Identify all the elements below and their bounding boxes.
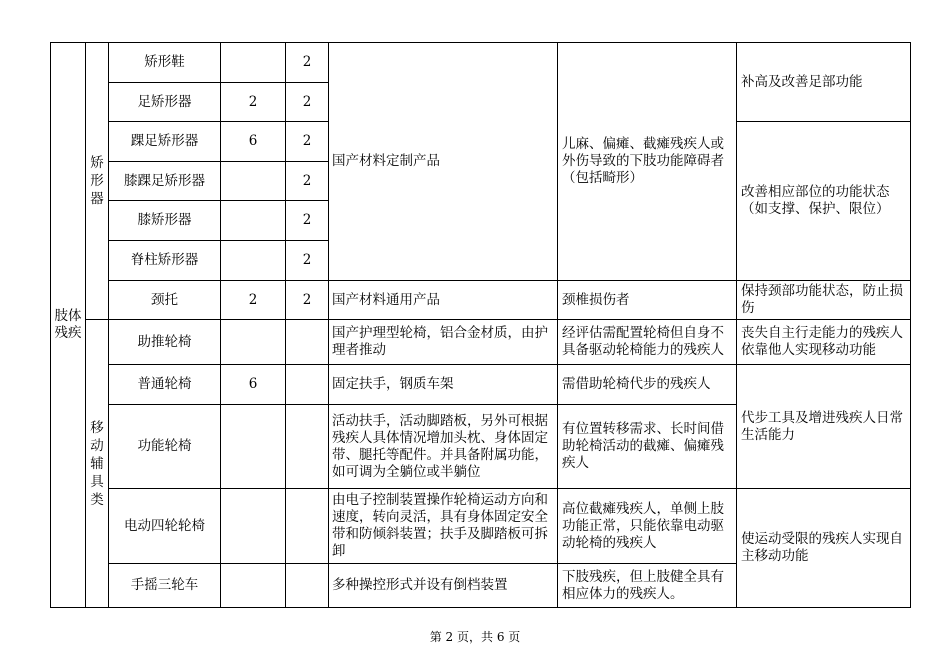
value-cell-1 bbox=[221, 162, 286, 201]
value-cell-2 bbox=[286, 365, 329, 405]
item-name: 助推轮椅 bbox=[109, 320, 221, 365]
description-cell: 固定扶手，钢质车架 bbox=[329, 365, 558, 405]
subcategory-cell-orthoses: 矫形器 bbox=[86, 43, 109, 320]
subcategory-cell-mobility-aids: 移动辅具类 bbox=[86, 320, 109, 608]
page-number: 第 2 页，共 6 页 bbox=[429, 630, 521, 644]
value-cell-1: 2 bbox=[221, 83, 286, 122]
value-cell-1 bbox=[221, 564, 286, 608]
item-name: 电动四轮轮椅 bbox=[109, 489, 221, 564]
value-cell-2: 2 bbox=[286, 241, 329, 281]
item-name: 膝踝足矫形器 bbox=[109, 162, 221, 201]
applicable-users-cell: 经评估需配置轮椅但自身不具备驱动轮椅能力的残疾人 bbox=[558, 320, 737, 365]
applicable-users-cell: 儿麻、偏瘫、截瘫残疾人或外伤导致的下肢功能障碍者（包括畸形） bbox=[558, 43, 737, 281]
table-row bbox=[51, 43, 911, 83]
item-name: 膝矫形器 bbox=[109, 201, 221, 241]
applicable-users-cell: 有位置转移需求、长时间借助轮椅活动的截瘫、偏瘫残疾人 bbox=[558, 405, 737, 489]
function-cell: 保持颈部功能状态，防止损伤 bbox=[737, 281, 911, 320]
table-row bbox=[51, 281, 911, 320]
value-cell-2: 2 bbox=[286, 83, 329, 122]
item-name: 颈托 bbox=[109, 281, 221, 320]
value-cell-2: 2 bbox=[286, 122, 329, 162]
table-row bbox=[51, 489, 911, 564]
value-cell-1 bbox=[221, 201, 286, 241]
description-cell: 多种操控形式并设有倒档装置 bbox=[329, 564, 558, 608]
applicable-users-cell: 需借助轮椅代步的残疾人 bbox=[558, 365, 737, 405]
function-cell: 补高及改善足部功能 bbox=[737, 43, 911, 122]
value-cell-1 bbox=[221, 241, 286, 281]
function-cell: 改善相应部位的功能状态（如支撑、保护、限位） bbox=[737, 122, 911, 281]
value-cell-1 bbox=[221, 43, 286, 83]
value-cell-2: 2 bbox=[286, 281, 329, 320]
value-cell-1 bbox=[221, 405, 286, 489]
value-cell-1: 6 bbox=[221, 122, 286, 162]
description-cell: 活动扶手，活动脚踏板，另外可根据残疾人具体情况增加头枕、身体固定带、腿托等配件。并具备附属功能，如可调为全躺位或半躺位 bbox=[329, 405, 558, 489]
item-name: 手摇三轮车 bbox=[109, 564, 221, 608]
value-cell-2 bbox=[286, 405, 329, 489]
description-cell: 国产护理型轮椅，铝合金材质，由护理者推动 bbox=[329, 320, 558, 365]
value-cell-1: 6 bbox=[221, 365, 286, 405]
function-cell: 使运动受限的残疾人实现自主移动功能 bbox=[737, 489, 911, 608]
value-cell-1 bbox=[221, 489, 286, 564]
category-cell: 肢体残疾 bbox=[51, 43, 86, 608]
description-cell: 国产材料定制产品 bbox=[329, 43, 558, 281]
value-cell-2: 2 bbox=[286, 201, 329, 241]
item-name: 普通轮椅 bbox=[109, 365, 221, 405]
assistive-device-table bbox=[50, 42, 911, 608]
item-name: 功能轮椅 bbox=[109, 405, 221, 489]
value-cell-2 bbox=[286, 320, 329, 365]
item-name: 矫形鞋 bbox=[109, 43, 221, 83]
value-cell-2: 2 bbox=[286, 162, 329, 201]
item-name: 脊柱矫形器 bbox=[109, 241, 221, 281]
applicable-users-cell: 颈椎损伤者 bbox=[558, 281, 737, 320]
value-cell-2 bbox=[286, 489, 329, 564]
item-name: 踝足矫形器 bbox=[109, 122, 221, 162]
description-cell: 由电子控制装置操作轮椅运动方向和速度，转向灵活，具有身体固定安全带和防倾斜装置；扶手及脚踏板可拆卸 bbox=[329, 489, 558, 564]
value-cell-2: 2 bbox=[286, 43, 329, 83]
value-cell-1: 2 bbox=[221, 281, 286, 320]
function-cell: 丧失自主行走能力的残疾人依靠他人实现移动功能 bbox=[737, 320, 911, 365]
table-row bbox=[51, 365, 911, 405]
item-name: 足矫形器 bbox=[109, 83, 221, 122]
function-cell: 代步工具及增进残疾人日常生活能力 bbox=[737, 365, 911, 489]
table-row bbox=[51, 320, 911, 365]
value-cell-1 bbox=[221, 320, 286, 365]
applicable-users-cell: 下肢残疾，但上肢健全具有相应体力的残疾人。 bbox=[558, 564, 737, 608]
description-cell: 国产材料通用产品 bbox=[329, 281, 558, 320]
applicable-users-cell: 高位截瘫残疾人，单侧上肢功能正常，只能依靠电动驱动轮椅的残疾人 bbox=[558, 489, 737, 564]
value-cell-2 bbox=[286, 564, 329, 608]
